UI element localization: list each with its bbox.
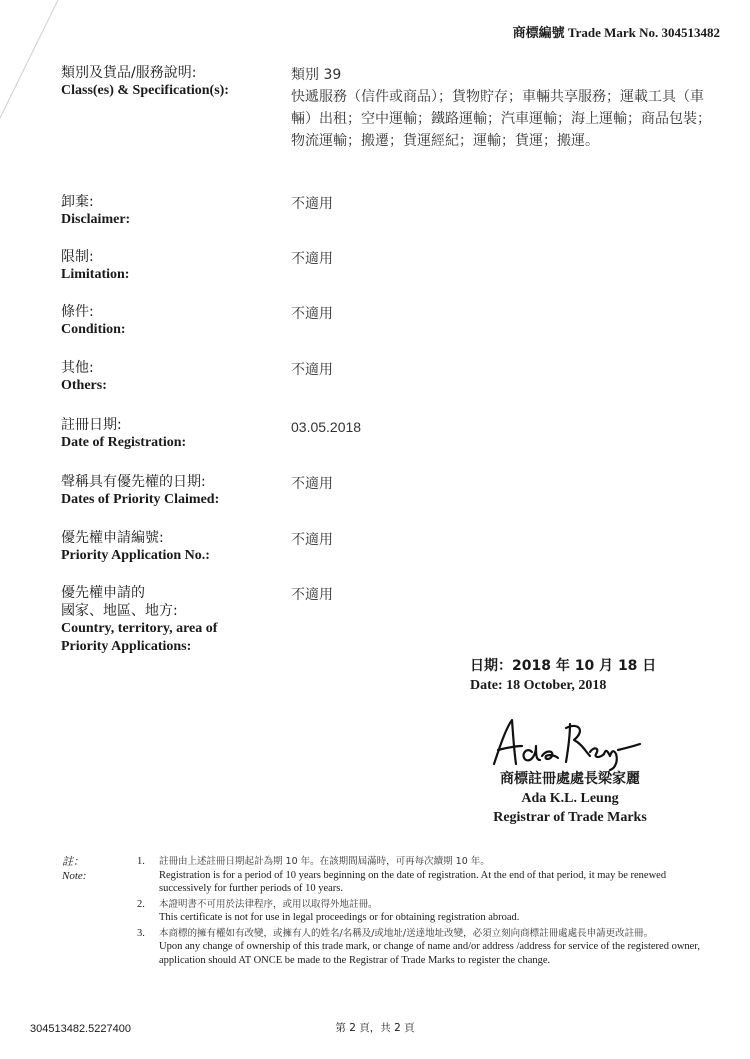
field-disclaimer	[61, 193, 721, 233]
field-label-zh: 條件:	[61, 304, 94, 320]
notes-label-en: Note:	[62, 870, 87, 882]
registrar-name-zh: 商標註冊處處長梁家麗	[500, 771, 640, 787]
field-label-zh: 類別及貨品/服務說明:	[61, 65, 197, 81]
document-id: 304513482.5227400	[30, 1023, 131, 1035]
field-priority-application-no	[61, 529, 721, 569]
page-number: 第 2 頁，共 2 頁	[335, 1022, 415, 1034]
field-value: 不適用	[291, 587, 333, 603]
note-item	[137, 898, 712, 925]
notes-label-zh: 註：	[62, 855, 84, 868]
field-label-en: Disclaimer:	[61, 212, 131, 227]
registration-date: 03.05.2018	[291, 419, 362, 435]
field-label-zh-line2: 國家、地區、地方:	[61, 603, 178, 619]
field-others	[61, 359, 721, 399]
issue-date	[470, 656, 670, 696]
field-date-of-registration	[61, 416, 721, 456]
notes-list	[137, 855, 712, 969]
field-label-zh: 優先權申請編號:	[61, 530, 164, 546]
field-priority-country	[61, 584, 721, 659]
note-text-en: This certificate is not for use in legal proceedings or for obtaining registration abroad.	[159, 912, 520, 923]
field-label-en: Limitation:	[61, 267, 130, 282]
note-item	[137, 927, 712, 968]
field-condition	[61, 303, 721, 343]
field-label-en: Condition:	[61, 322, 126, 337]
field-label-en: Class(es) & Specification(s):	[61, 83, 229, 98]
field-value: 不適用	[291, 251, 333, 267]
field-label-zh: 聲稱具有優先權的日期:	[61, 474, 206, 490]
note-item	[137, 855, 712, 896]
note-text-zh: 本商標的擁有權如有改變，或擁有人的姓名/名稱及/或地址/送達地址改變，必須立刻向商標註冊處處長申請更改註冊。	[159, 927, 654, 939]
field-label-en: Date of Registration:	[61, 435, 187, 450]
field-label-en-line2: Priority Applications:	[61, 639, 192, 654]
field-value: 不適用	[291, 196, 333, 212]
specification-text: 快遞服務（信件或商品）；貨物貯存；車輛共享服務；運載工具（車輛）出租；空中運輸；鐵路運輸；汽車運輸；海上運輸；商品包裝；物流運輸；搬遷；貨運經紀；運輸；貨運；搬運。	[291, 89, 711, 149]
field-label-en: Priority Application No.:	[61, 548, 210, 563]
signature-image	[486, 716, 646, 771]
field-label-zh: 其他:	[61, 360, 94, 376]
field-label-zh: 卸棄:	[61, 194, 94, 210]
trade-mark-number: 商標編號 Trade Mark No. 304513482	[512, 25, 720, 40]
registrar-block	[470, 770, 670, 827]
note-text-en: Upon any change of ownership of this trade mark, or change of name and/or address /address for service of the registered owner, application should AT ONCE be made to the Registrar of Trade Marks to register the change.	[159, 941, 701, 966]
field-priority-dates	[61, 473, 721, 513]
field-value: 不適用	[291, 532, 333, 548]
registrar-title: Registrar of Trade Marks	[493, 810, 647, 825]
note-text-zh: 本證明書不可用於法律程序，或用以取得外地註冊。	[159, 898, 378, 910]
registrar-name-en: Ada K.L. Leung	[521, 791, 619, 806]
field-label-zh: 優先權申請的	[61, 585, 145, 601]
field-value: 不適用	[291, 362, 333, 378]
field-value: 不適用	[291, 306, 333, 322]
issue-date-zh: 日期：2018 年 10 月 18 日	[470, 658, 657, 674]
field-label-en: Country, territory, area of	[61, 621, 218, 636]
note-number: 2.	[137, 898, 145, 910]
field-class-specification	[61, 64, 721, 174]
field-limitation	[61, 248, 721, 288]
class-number: 類別 39	[291, 67, 342, 83]
note-number: 3.	[137, 927, 145, 939]
field-label-en: Dates of Priority Claimed:	[61, 492, 220, 507]
field-label-en: Others:	[61, 378, 107, 393]
issue-date-en: Date: 18 October, 2018	[470, 678, 607, 693]
note-text-zh: 註冊由上述註冊日期起計為期 10 年。在該期間屆滿時，可再每次續期 10 年。	[159, 856, 490, 867]
note-number: 1.	[137, 856, 145, 867]
field-label-zh: 限制:	[61, 249, 94, 265]
corner-scan-line	[0, 0, 60, 120]
note-text-en: Registration is for a period of 10 years beginning on the date of registration. At the end of that period, it may be renewed successively for further periods of 10 years.	[159, 869, 667, 894]
field-label-zh: 註冊日期:	[61, 417, 122, 433]
field-value: 不適用	[291, 476, 333, 492]
